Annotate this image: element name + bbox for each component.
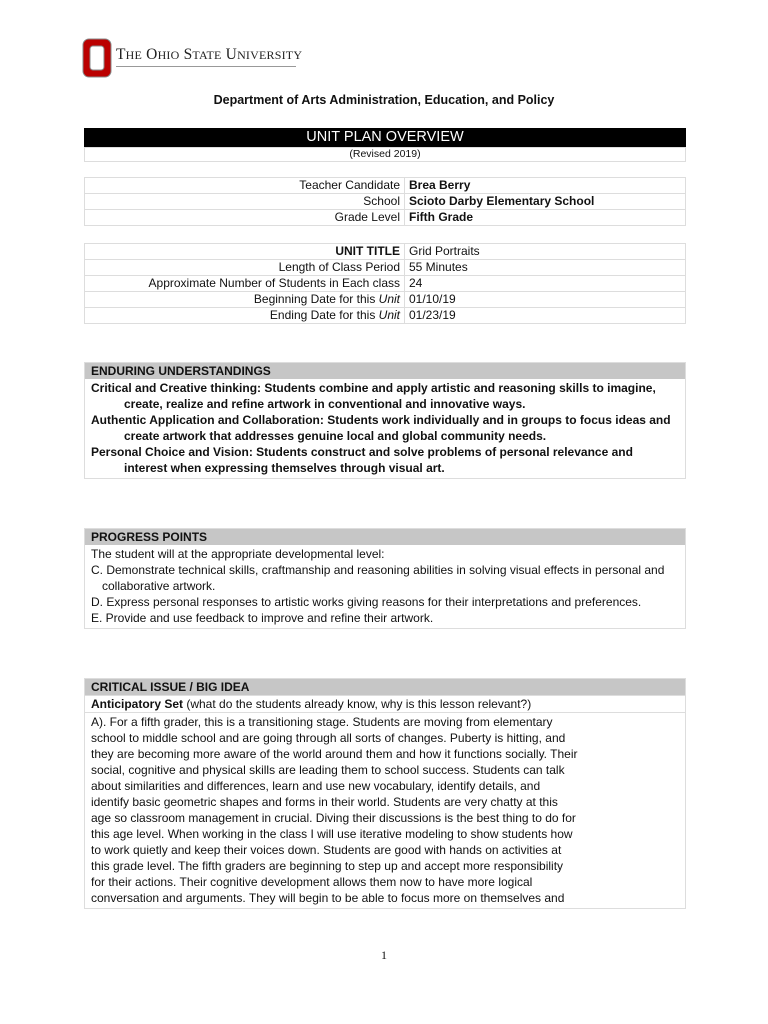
table-row — [85, 244, 686, 260]
department-title: Department of Arts Administration, Education, and Policy — [213, 93, 555, 107]
text-line: this grade level. The fifth graders are beginning to step up and accept more responsibility — [91, 859, 564, 873]
text-line: about similarities and differences, learn and use new vocabulary, identify details, and — [91, 779, 541, 793]
field-label: Teacher Candidate — [85, 178, 405, 194]
text-line: this age level. When working in the class I will use iterative modeling to show students how — [91, 827, 573, 841]
text-line: social, cognitive and physical skills are leading them to school success. Students can talk — [91, 763, 565, 777]
osu-block-o-logo-icon — [82, 38, 112, 78]
field-value: Scioto Darby Elementary School — [405, 194, 686, 210]
section-heading: CRITICAL ISSUE / BIG IDEA — [85, 679, 685, 695]
progress-points-section — [84, 528, 686, 629]
table-row — [85, 260, 686, 276]
university-name-underline — [116, 66, 296, 67]
text-line: they are becoming more aware of the world around them and how it functions socially. Their — [91, 747, 578, 761]
field-value: 01/23/19 — [405, 308, 686, 324]
field-value: 55 Minutes — [405, 260, 686, 276]
list-item: Authentic Application and Collaboration: Students work individually and in groups to focus ideas and create artwork that addresses genuine local and global community needs. — [91, 413, 671, 443]
text-line: conversation and arguments. They will begin to be able to focus more on themselves and — [91, 891, 565, 905]
table-row — [85, 308, 686, 324]
field-label: UNIT TITLE — [85, 244, 405, 260]
university-name: THE OHIO STATE UNIVERSITY — [116, 46, 303, 63]
list-item: Personal Choice and Vision: Students construct and solve problems of personal relevance and interest when expressing themselves through visual art. — [91, 445, 633, 475]
text-line: for their actions. Their cognitive development allows them now to have more logical — [91, 875, 533, 889]
list-item: C. Demonstrate technical skills, craftmanship and reasoning abilities in solving visual effects in personal and collaborative artwork. — [91, 563, 665, 593]
field-label: Grade Level — [85, 210, 405, 226]
list-item: Critical and Creative thinking: Students combine and apply artistic and reasoning skills to imagine, create, realize and refine artwork in conventional and innovative ways. — [91, 381, 656, 411]
section-body — [85, 712, 685, 908]
candidate-info-table — [84, 177, 686, 226]
list-item: E. Provide and use feedback to improve and refine their artwork. — [91, 611, 434, 625]
field-value: Fifth Grade — [405, 210, 686, 226]
table-row — [85, 276, 686, 292]
unit-plan-title: UNIT PLAN OVERVIEW — [84, 128, 686, 147]
critical-issue-section — [84, 678, 686, 909]
field-label: Approximate Number of Students in Each class — [85, 276, 405, 292]
text-line: A). For a fifth grader, this is a transitioning stage. Students are moving from elementary — [91, 715, 553, 729]
section-heading: ENDURING UNDERSTANDINGS — [85, 363, 685, 379]
field-label: School — [85, 194, 405, 210]
table-row — [85, 178, 686, 194]
text-line: identify basic geometric shapes and forms in their world. Students are very chatty at this — [91, 795, 558, 809]
text-line: school to middle school and are going through all sorts of changes. Puberty is hitting, and — [91, 731, 566, 745]
field-label: Beginning Date for this Unit — [85, 292, 405, 308]
page-number: 1 — [381, 948, 387, 962]
table-row — [85, 194, 686, 210]
section-body — [85, 545, 685, 628]
list-item: D. Express personal responses to artistic works giving reasons for their interpretations and preferences. — [91, 595, 642, 609]
field-value: 24 — [405, 276, 686, 292]
field-label: Length of Class Period — [85, 260, 405, 276]
section-intro: The student will at the appropriate developmental level: — [91, 547, 385, 561]
section-heading: PROGRESS POINTS — [85, 529, 685, 545]
anticipatory-set-label: Anticipatory Set (what do the students already know, why is this lesson relevant?) — [85, 695, 685, 712]
text-line: to work quietly and keep their voices down. Students are good with hands on activities at — [91, 843, 562, 857]
field-label: Ending Date for this Unit — [85, 308, 405, 324]
section-body — [85, 379, 685, 478]
enduring-understandings-section — [84, 362, 686, 479]
unit-info-table — [84, 243, 686, 324]
field-value: 01/10/19 — [405, 292, 686, 308]
table-row — [85, 210, 686, 226]
text-line: age so classroom management in crucial. Diving their discussions is the best thing to do for — [91, 811, 576, 825]
field-value: Grid Portraits — [405, 244, 686, 260]
revised-note: (Revised 2019) — [84, 147, 686, 162]
field-value: Brea Berry — [405, 178, 686, 194]
table-row — [85, 292, 686, 308]
